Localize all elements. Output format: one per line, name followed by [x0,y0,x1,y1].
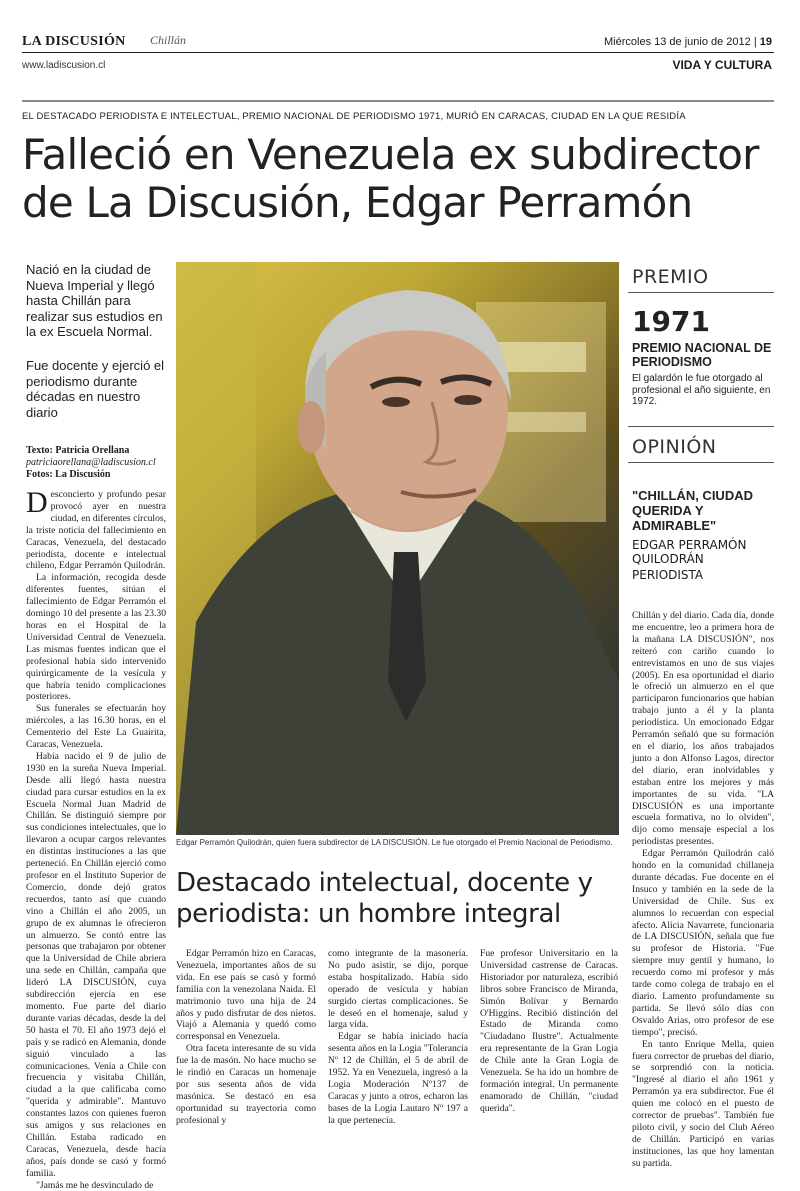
premio-title: PREMIO NACIONAL DE PERIODISMO [632,341,772,369]
paragraph: Desconcierto y profundo pesar provocó ayer en nuestra ciudad, en diferentes círculos, la triste noticia del fallecimiento en Caracas, Venezuela, del destacado periodista, docente e intelectual chileno, Edgar Perramón Quilodrán. [26,486,166,572]
deck-2: Fue docente y ejerció el periodismo durante décadas en nuestro diario [26,358,165,420]
photo-caption: Edgar Perramón Quilodrán, quien fuera subdirector de LA DISCUSIÓN. Le fue otorgado el Premio Nacional de Periodismo. [176,838,613,847]
masthead-date-line [604,36,772,48]
headline-line-1: Falleció en Venezuela ex subdirector [22,130,759,179]
opinion-author: EDGAR PERRAMÓN QUILODRÁN [632,538,747,566]
section-divider [22,100,774,102]
page-number: 19 [759,36,772,48]
paragraph: Edgar Perramón hizo en Caracas, Venezuela, importantes años de su vida. En ese país se casó y formó familia con la venezolana Naida. El matrimonio tuvo una hija de 24 años y pudo disfrutar de dos nietos. Viajó a Alemania y quedó como corresponsal en Venezuela. [176,948,316,1043]
opinion-quote: "CHILLÁN, CIUDAD QUERIDA Y ADMIRABLE" [632,488,753,533]
article-kicker: EL DESTACADO PERIODISTA E INTELECTUAL, PREMIO NACIONAL DE PERIODISMO 1971, MURIÓ EN CARACAS, CIUDAD EN LA QUE RESIDÍA [22,111,686,122]
website-url: www.ladiscusion.cl [22,60,106,71]
paragraph: Edgar Perramón Quilodrán caló hondo en la comunidad chillaneja durante décadas. Fue docente en el Insuco y también en la sede de la Universidad de Chile. Sus ex alumnos lo recuerdan con especial afecto. Alicia Navarrete, funcionaria de LA DISCUSIÓN, señala que fue su profesor de Historia. "Fue siempre muy gentil y humano, lo recuerdo como mi profesor y más tarde como colega de trabajo en el diario. Lamento profundamente su partida. Se llevó sólo días con Osvaldo Arias, otro profesor de ese tiempo", precisó. [632,848,774,1038]
opinion-label: OPINIÓN [632,436,717,458]
lower-column-1 [176,948,316,1126]
paragraph: Chillán y del diario. Cada día, donde me encuentre, leo a primera hora de la mañana LA DISCUSIÓN", nos reiteró con cariño cuando lo entrevistamos en uno de sus viajes (2005). En esa oportunidad el diario le ofreció un almuerzo en el que participaron funcionarios que habían trabajo junto a él y la planta periodística. Un emocionado Edgar Perramón señaló que su formación en el diario, los años trabajados junto a don Alfonso Lagos, director del diario, eran inolvidables y estaban entre los mejores y más importantes de su vida. "LA DISCUSIÓN es una importante escuela formativa, no lo olviden", dijo como mensaje especial a los periodistas presentes. [632,610,774,848]
deck-1: Nació en la ciudad de Nueva Imperial y llegó hasta Chillán para realizar sus estudios en la ex Escuela Normal. [26,262,163,339]
paragraph: como integrante de la masonería. No pudo asistir, se dijo, porque estaba hospitalizado. Había sido operado de vesícula y habían surgido ciertas complicaciones. Se le deseó en el homenaje, salud y larga vida. [328,948,468,1031]
portrait-photo [176,262,619,835]
premio-label: PREMIO [632,266,709,288]
paragraph: "Jamás me he desvinculado de [36,1179,154,1191]
opinion-role: PERIODISTA [632,568,704,582]
masthead-separator: | [753,36,760,48]
lower-column-3 [480,948,618,1118]
paragraph: Sus funerales se efectuarán hoy miércoles, a las 16.30 horas, en el Cementerio del Este La Guairita, Caracas, Venezuela. [26,703,166,751]
right-column-body [632,610,774,1169]
byline-photos: Fotos: La Discusión [26,469,111,480]
paragraph: La información, recogida desde diferentes fuentes, sitúan el fallecimiento de Edgar Perramón el domingo 10 del presente a las 23.30 horas en el Hospital de la Universidad Central de Venezuela. Las mismas fuentes indican que el profesional había sido intervenido quirúrgicamente de la vesícula y que habría tenido complicaciones posteriores. [26,572,166,703]
lower-column-2 [328,948,468,1126]
masthead-city: Chillán [150,33,187,47]
masthead-date: Miércoles 13 de junio de 2012 [604,36,751,48]
newspaper-masthead: LA DISCUSIÓN [22,34,126,49]
drop-cap: D [26,486,48,519]
paragraph: Había nacido el 9 de julio de 1930 en la sureña Nueva Imperial. Desde allí llegó hasta nuestra ciudad para cursar estudios en la ex Escuela Normal Juan Madrid de Chillán. Se distinguió siempre por sus condiciones intelectuales, que lo llevaron a ocupar cargos relevantes en distintas instituciones a las que perteneció. En Chillán ejerció como profesor en el Instituto Superior de Comercio, donde dejó gratos recuerdos, tanto así que cuando vino a Chillán el año 2005, un grupo de ex alumnas le ofrecieron un almuerzo. Se contó entre las personas que trabajaron por obtener que la Universidad de Chile abriera una sede en Chillán, campaña que lideró LA DISCUSIÓN, cuya subdirección ejercía en ese momento. Fue parte del diario durante varias décadas, desde la del 50 hasta el 70. El año 1973 dejó el país y se radicó en Alemania, donde siguió vinculado a las comunicaciones. Venía a Chile con frecuencia y visitaba Chillán, ciudad a la que calificaba como "querida y admirable". Mantuvo constantes lazos con quienes fueron sus amigos y sus relaciones en Chillán. Estaba radicado en Caracas, Venezuela, desde hacía años, país donde se casó y formó familia. [26,750,166,1179]
premio-divider [628,292,774,293]
masthead-divider [22,52,774,53]
byline-email: patriciaorellana@ladiscusion.cl [26,457,156,468]
headline-line-2: de La Discusión, Edgar Perramón [22,178,693,227]
section-subheadline: Destacado intelectual, docente y periodista: un hombre integral [176,868,593,929]
paragraph: Fue profesor Universitario en la Universidad castrense de Caracas. Historiador por naturaleza, escribió libros sobre Francisco de Miranda, Simón Bolívar y Bernardo O'Higgins. Recibió distinción del Estado de Miranda como "Ciudadano Ilustre". Actualmente era representante de la Gran Logia de Chile ante la Gran Logia de Venezuela. Se ha ido un hombre de formación integral. Un permanente enamorado de Chillán, "ciudad querida". [480,948,618,1114]
left-column-body [26,486,166,1191]
paragraph: Edgar se había iniciado hacía sesenta años en la Logia "Tolerancia Nº 12 de Chillán, el 5 de abril de 1952. Ya en Venezuela, ingresó a la Logia Moderación Nº137 de Caracas y junto a otros, echaron las bases de la Logia Lautaro Nº 197 a la que pertenecía. [328,1031,468,1126]
premio-text: El galardón le fue otorgado al profesional el año siguiente, en 1972. [632,373,771,407]
byline-author: Texto: Patricia Orellana [26,445,130,456]
byline [26,445,171,481]
section-name: VIDA Y CULTURA [672,58,772,72]
paragraph: En tanto Enrique Mella, quien fuera corrector de pruebas del diario, se sorprendió con la noticia. "Ingresé al diario el año 1961 y Perramón ya era subdirector. Fue él quien me colocó en el puesto de corrector de pruebas". También fue piloto civil, y socio del Club Aéreo de Chillán. Participó en varias instituciones, las que hoy lamentan su partida. [632,1038,774,1169]
premio-year: 1971 [632,305,710,338]
opinion-divider-bottom [628,462,774,463]
article-headline [22,131,782,227]
opinion-divider-top [628,426,774,427]
paragraph: Otra faceta interesante de su vida fue la de masón. No hace mucho se le rindió en Caracas un homenaje por sus sesenta años de vida masónica. Se destacó en esa oportunidad su trayectoria como profesional y [176,1043,316,1126]
portrait-illustration [176,262,619,835]
